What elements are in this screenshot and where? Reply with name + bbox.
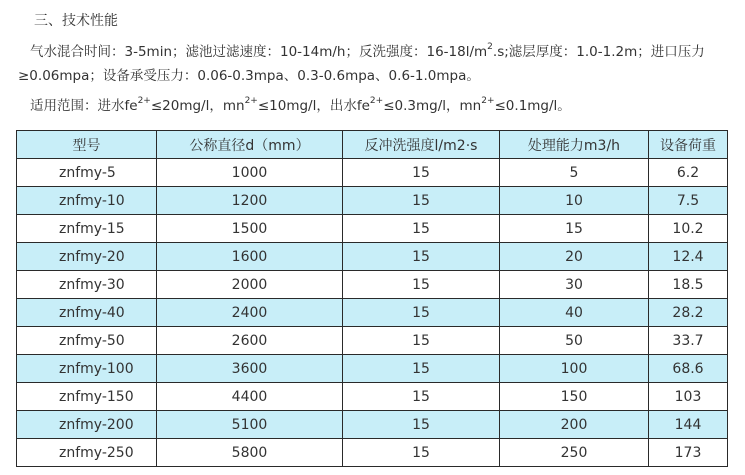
cell-load: 6.2 bbox=[649, 159, 728, 187]
table-row bbox=[17, 439, 728, 467]
cell-model: znfmy-20 bbox=[17, 243, 157, 271]
cell-backwash: 15 bbox=[343, 299, 500, 327]
cell-load: 12.4 bbox=[649, 243, 728, 271]
scope-part-3: ≤10mg/l，出水fe bbox=[257, 98, 370, 114]
cell-backwash: 15 bbox=[343, 187, 500, 215]
cell-backwash: 15 bbox=[343, 243, 500, 271]
params-line-2: ≥0.06mpa；设备承受压力：0.06-0.3mpa、0.3-0.6mpa、0.6-1.0mpa。 bbox=[18, 68, 480, 84]
table-row bbox=[17, 355, 728, 383]
cell-diameter: 2400 bbox=[157, 299, 343, 327]
table-row bbox=[17, 187, 728, 215]
header-backwash: 反冲洗强度l/m2·s bbox=[343, 131, 500, 159]
scope-sup-1: 2+ bbox=[137, 95, 151, 106]
cell-backwash: 15 bbox=[343, 383, 500, 411]
cell-diameter: 1200 bbox=[157, 187, 343, 215]
header-capacity: 处理能力m3/h bbox=[500, 131, 649, 159]
params-text-b: .s;滤层厚度：1.0-1.2m；进口压力 bbox=[492, 44, 705, 60]
cell-backwash: 15 bbox=[343, 355, 500, 383]
cell-model: znfmy-50 bbox=[17, 327, 157, 355]
cell-backwash: 15 bbox=[343, 327, 500, 355]
table-row bbox=[17, 383, 728, 411]
cell-load: 33.7 bbox=[649, 327, 728, 355]
cell-diameter: 4400 bbox=[157, 383, 343, 411]
cell-load: 68.6 bbox=[649, 355, 728, 383]
cell-capacity: 150 bbox=[500, 383, 649, 411]
cell-capacity: 250 bbox=[500, 439, 649, 467]
cell-diameter: 2000 bbox=[157, 271, 343, 299]
cell-backwash: 15 bbox=[343, 411, 500, 439]
scope-sup-2: 2+ bbox=[244, 95, 258, 106]
params-superscript: 2 bbox=[487, 41, 493, 52]
cell-model: znfmy-150 bbox=[17, 383, 157, 411]
cell-diameter: 5800 bbox=[157, 439, 343, 467]
scope-sup-3: 2+ bbox=[369, 95, 384, 106]
cell-load: 144 bbox=[649, 411, 728, 439]
cell-backwash: 15 bbox=[343, 159, 500, 187]
cell-load: 28.2 bbox=[649, 299, 728, 327]
cell-capacity: 15 bbox=[500, 215, 649, 243]
cell-capacity: 10 bbox=[500, 187, 649, 215]
cell-load: 7.5 bbox=[649, 187, 728, 215]
table-row bbox=[17, 243, 728, 271]
cell-load: 10.2 bbox=[649, 215, 728, 243]
cell-capacity: 30 bbox=[500, 271, 649, 299]
spec-table bbox=[16, 130, 728, 467]
cell-backwash: 15 bbox=[343, 439, 500, 467]
cell-diameter: 5100 bbox=[157, 411, 343, 439]
cell-capacity: 20 bbox=[500, 243, 649, 271]
cell-model: znfmy-10 bbox=[17, 187, 157, 215]
cell-diameter: 1500 bbox=[157, 215, 343, 243]
scope-part-2: ≤20mg/l，mn bbox=[150, 98, 245, 114]
cell-load: 173 bbox=[649, 439, 728, 467]
cell-backwash: 15 bbox=[343, 215, 500, 243]
section-title: 三、技术性能 bbox=[34, 13, 118, 29]
cell-model: znfmy-100 bbox=[17, 355, 157, 383]
scope-prefix: 适用范围：进水fe bbox=[30, 98, 138, 114]
cell-load: 18.5 bbox=[649, 271, 728, 299]
cell-capacity: 50 bbox=[500, 327, 649, 355]
table-row bbox=[17, 271, 728, 299]
cell-model: znfmy-250 bbox=[17, 439, 157, 467]
params-text-a: 气水混合时间：3-5min；滤池过滤速度：10-14m/h；反洗强度：16-18l/m bbox=[30, 44, 488, 60]
cell-diameter: 1000 bbox=[157, 159, 343, 187]
header-diameter: 公称直径d（mm） bbox=[157, 131, 343, 159]
table-row bbox=[17, 411, 728, 439]
scope-part-4: ≤0.3mg/l，mn bbox=[383, 98, 482, 114]
cell-capacity: 40 bbox=[500, 299, 649, 327]
cell-load: 103 bbox=[649, 383, 728, 411]
header-model: 型号 bbox=[17, 131, 157, 159]
cell-model: znfmy-200 bbox=[17, 411, 157, 439]
cell-capacity: 100 bbox=[500, 355, 649, 383]
cell-model: znfmy-30 bbox=[17, 271, 157, 299]
table-header-row bbox=[17, 131, 728, 159]
cell-capacity: 5 bbox=[500, 159, 649, 187]
cell-model: znfmy-40 bbox=[17, 299, 157, 327]
params-line-1 bbox=[30, 40, 705, 64]
scope-sup-4: 2+ bbox=[481, 95, 495, 106]
header-load: 设备荷重 bbox=[649, 131, 728, 159]
cell-model: znfmy-5 bbox=[17, 159, 157, 187]
cell-model: znfmy-15 bbox=[17, 215, 157, 243]
table-row bbox=[17, 215, 728, 243]
table-row bbox=[17, 299, 728, 327]
cell-capacity: 200 bbox=[500, 411, 649, 439]
table-row bbox=[17, 327, 728, 355]
scope-part-5: ≤0.1mg/l。 bbox=[494, 98, 571, 114]
scope-line bbox=[30, 94, 571, 118]
cell-diameter: 1600 bbox=[157, 243, 343, 271]
table-row bbox=[17, 159, 728, 187]
cell-diameter: 2600 bbox=[157, 327, 343, 355]
cell-backwash: 15 bbox=[343, 271, 500, 299]
cell-diameter: 3600 bbox=[157, 355, 343, 383]
